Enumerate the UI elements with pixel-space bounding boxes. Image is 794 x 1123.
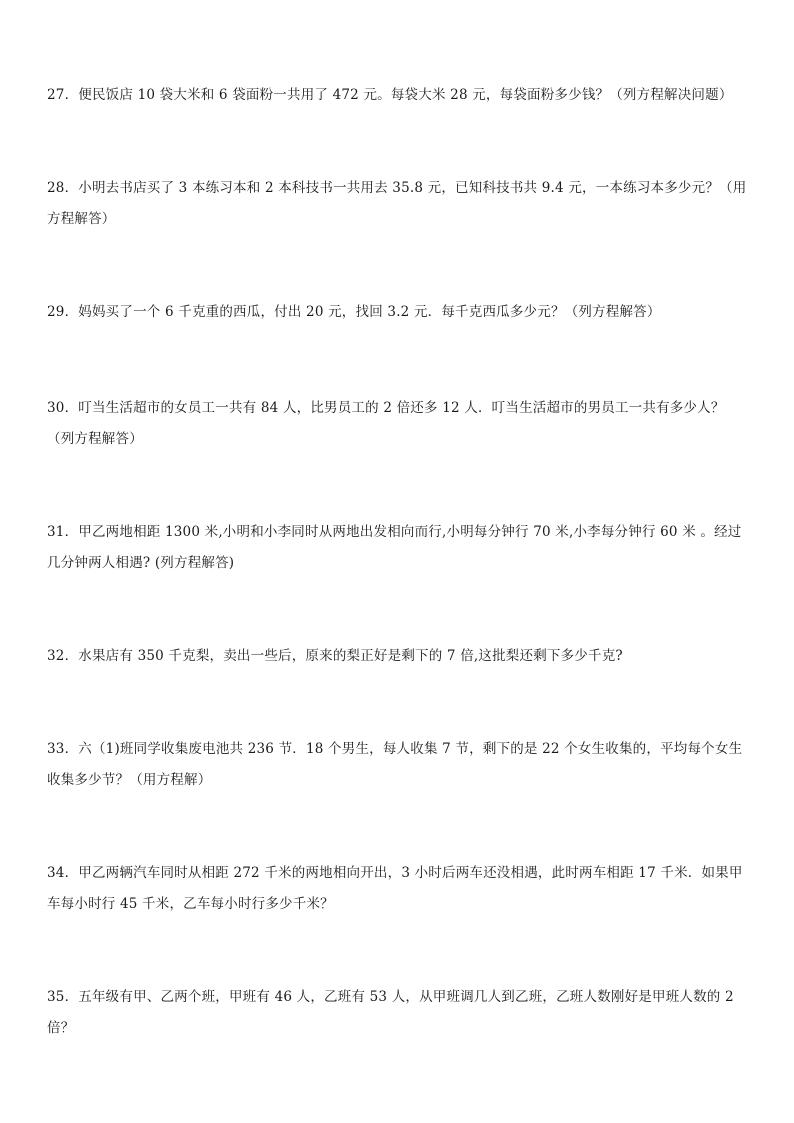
problem-27: 27．便民饭店 10 袋大米和 6 袋面粉一共用了 472 元。每袋大米 28 元，每袋面粉多少钱？（列方程解决问题） <box>47 87 733 103</box>
problem-33: 33．六（1)班同学收集废电池共 236 节．18 个男生，每人收集 7 节，剩下的是 22 个女生收集的，平均每个女生收集多少节？（用方程解） <box>47 741 743 788</box>
problem-34: 34．甲乙两辆汽车同时从相距 272 千米的两地相向开出，3 小时后两车还没相遇，此时两车相距 17 千米．如果甲车每小时行 45 千米，乙车每小时行多少千米？ <box>47 865 743 912</box>
problem-28: 28．小明去书店买了 3 本练习本和 2 本科技书一共用去 35.8 元，已知科技书共 9.4 元，一本练习本多少元？（用方程解答） <box>47 180 747 227</box>
problem-35: 35．五年级有甲、乙两个班，甲班有 46 人，乙班有 53 人，从甲班调几人到乙班，乙班人数刚好是甲班人数的 2 倍？ <box>47 989 734 1036</box>
problem-32: 32．水果店有 350 千克梨，卖出一些后，原来的梨正好是剩下的 7 倍,这批梨还剩下多少千克? <box>47 648 623 664</box>
problem-30: 30．叮当生活超市的女员工一共有 84 人，比男员工的 2 倍还多 12 人．叮当生活超市的男员工一共有多少人？（列方程解答） <box>47 400 725 447</box>
problem-29: 29．妈妈买了一个 6 千克重的西瓜，付出 20 元，找回 3.2 元．每千克西瓜多少元？（列方程解答） <box>47 304 661 320</box>
problem-31: 31．甲乙两地相距 1300 米,小明和小李同时从两地出发相向而行,小明每分钟行 70 米,小李每分钟行 60 米 。经过几分钟两人相遇? (列方程解答) <box>47 524 742 571</box>
